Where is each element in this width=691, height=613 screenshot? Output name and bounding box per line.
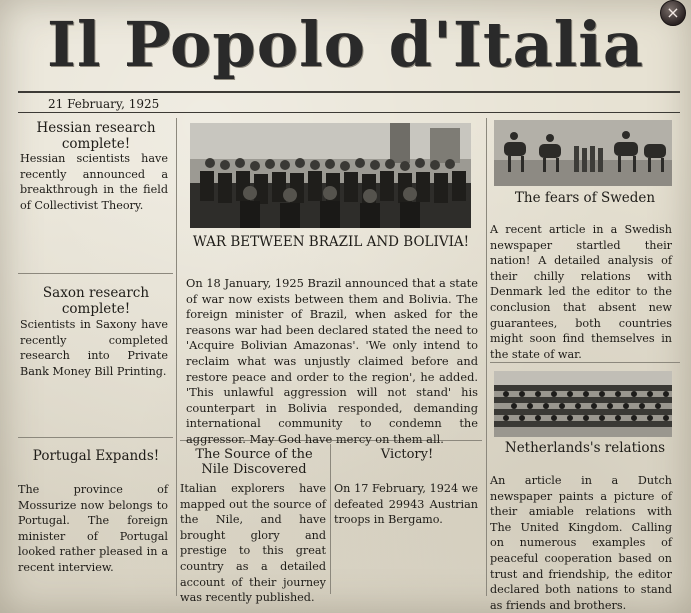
masthead-rule-bottom (18, 112, 680, 113)
newspaper-masthead: Il Popolo d'Italia (46, 8, 645, 81)
article-body-war: On 18 January, 1925 Brazil announced that a state of war now exists between them and Bolivia. The foreign minister of Brazil, when asked for the reasons war had been declared stated the need to 'Acquire Bolivian Amazonas'. 'We only intend to reclaim what was unjustly claimed before and restore peace and order to the region', he added. 'This unlawful aggression will not stand' his counterpart in Bolivia responded, demanding international community to condemn the aggressor. May God have mercy on them all. (186, 276, 478, 446)
article-body-nile: Italian explorers have mapped out the source of the Nile, and have brought glory and prestige to this great country as a detailed account of their journey was recently published. (180, 482, 326, 605)
article-body-saxon: Scientists in Saxony have recently completed research into Private Bank Money Bill Printing. (20, 318, 168, 378)
issue-date: 21 February, 1925 (48, 97, 160, 111)
column-divider-left (176, 118, 177, 596)
article-headline-sweden: The fears of Sweden (514, 190, 656, 206)
article-headline-nile: The Source of the Nile Discovered (195, 447, 313, 477)
article-body-sweden: A recent article in a Swedish newspaper startled their nation! A detailed analysis of their chilly relations with Denmark led the editor to the conclusion that absent new guarantees, both countries might soon find themselves in the state of war. (490, 223, 672, 361)
article-headline-war: WAR BETWEEN BRAZIL AND BOLIVIA! (192, 234, 470, 250)
soldiers-group-photo (190, 123, 471, 228)
close-icon: × (666, 3, 680, 22)
article-body-victory: On 17 February, 1924 we defeated 29943 Austrian troops in Bergamo. (334, 482, 478, 527)
article-body-hessian: Hessian scientists have recently announced a breakthrough in the field of Collectivist Theory. (20, 152, 168, 212)
article-headline-victory: Victory! (380, 447, 434, 462)
article-headline-portugal: Portugal Expands! (32, 448, 160, 464)
article-headline-saxon: Saxon research complete! (42, 285, 150, 317)
article-headline-netherlands: Netherlands's relations (504, 440, 666, 456)
article-body-netherlands: An article in a Dutch newspaper paints a picture of their amiable relations with The United Kingdom. Calling on numerous examples of peaceful cooperation based on trust and friendship, the editor declared both nations to stand as friends and brothers. (490, 474, 672, 612)
divider-left-1 (18, 273, 173, 274)
column-divider-right (486, 118, 487, 596)
parliament-assembly-photo (494, 371, 672, 437)
article-body-portugal: The province of Mossurize now belongs to Portugal. The foreign minister of Portugal looked rather pleased in a recent interview. (18, 483, 168, 574)
cavalry-parade-photo (494, 120, 672, 186)
column-divider-center-bottom (330, 444, 331, 594)
article-headline-hessian: Hessian research complete! (36, 120, 156, 152)
divider-left-2 (18, 437, 173, 438)
masthead-rule-top (18, 91, 680, 93)
